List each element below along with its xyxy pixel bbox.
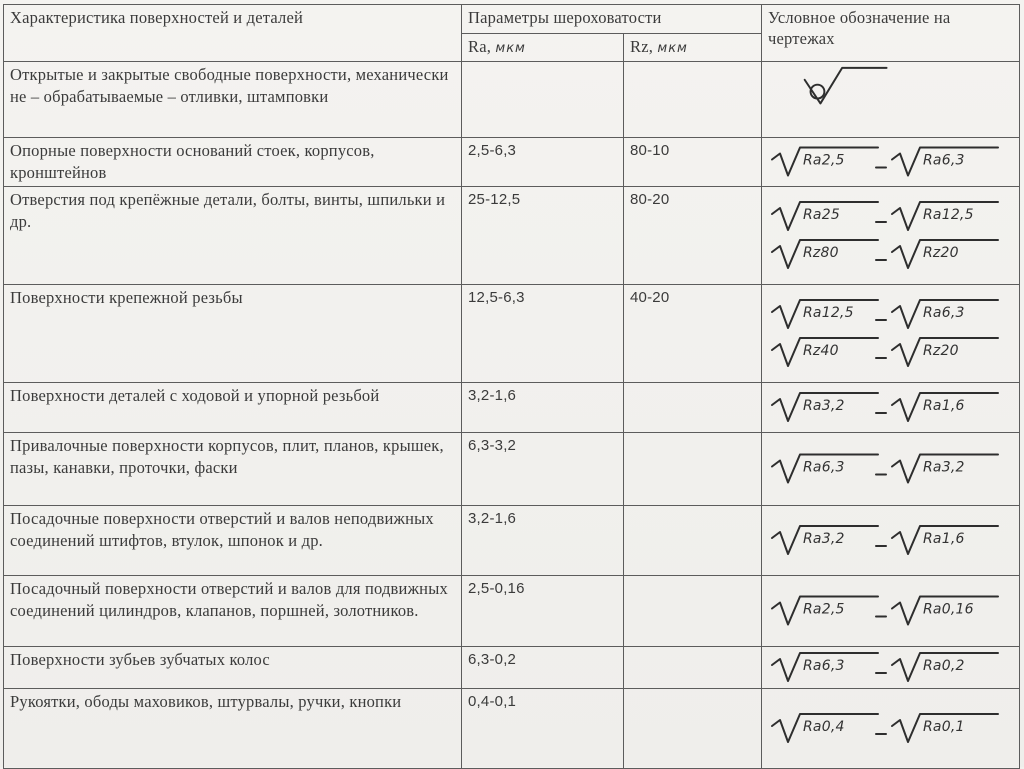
unmachined-surface-symbol-icon [762, 62, 1019, 137]
header-ra [462, 34, 624, 62]
roughness-symbols [762, 383, 1019, 432]
roughness-mark-icon [772, 653, 878, 681]
row-description: Поверхности зубьев зубчатых колос [4, 647, 462, 689]
roughness-value: Rz80 [803, 245, 839, 261]
row-symbol-cell [762, 383, 1020, 433]
row-ra: 6,3-3,2 [462, 433, 624, 506]
row-rz: 80-20 [624, 187, 762, 285]
roughness-value: Ra2,5 [803, 601, 845, 618]
roughness-symbols [762, 647, 1019, 688]
table-row [4, 62, 1020, 138]
roughness-value: Rz20 [923, 343, 959, 359]
table-row [4, 689, 1020, 769]
roughness-symbols [762, 506, 1019, 575]
row-description: Отверстия под крепёжные детали, болты, винты, шпильки и др. [4, 187, 462, 285]
roughness-mark-icon [892, 240, 998, 268]
row-symbol-cell [762, 62, 1020, 138]
roughness-value: Ra6,3 [923, 152, 965, 169]
roughness-mark-icon [892, 338, 998, 366]
roughness-mark-icon [892, 148, 998, 176]
roughness-mark-icon [892, 653, 998, 681]
header-characteristic: Характеристика поверхностей и деталей [4, 5, 462, 62]
row-ra: 3,2-1,6 [462, 506, 624, 576]
row-description: Посадочные поверхности отверстий и валов неподвижных соединений штифтов, втулок, шпонок и др. [4, 506, 462, 576]
roughness-value: Ra0,16 [923, 601, 974, 618]
row-rz: 80-10 [624, 138, 762, 187]
roughness-symbols [762, 285, 1019, 382]
roughness-mark-icon [772, 597, 878, 625]
roughness-value: Ra1,6 [923, 398, 965, 414]
header-ra-unit: мкм [495, 41, 526, 56]
row-symbol-cell [762, 138, 1020, 187]
roughness-mark-icon [772, 393, 878, 421]
table-row [4, 647, 1020, 689]
roughness-value: Rz40 [803, 343, 839, 359]
roughness-mark-icon [892, 300, 998, 328]
roughness-symbols [762, 187, 1019, 284]
roughness-value: Ra6,3 [803, 459, 845, 476]
row-rz [624, 506, 762, 576]
roughness-symbols [762, 433, 1019, 505]
roughness-value: Ra0,2 [923, 658, 965, 674]
header-rz-label: Rz, [630, 37, 654, 56]
row-description: Опорные поверхности оснований стоек, корпусов, кронштейнов [4, 138, 462, 187]
header-symbol: Условное обозначение на чертежах [762, 5, 1020, 62]
table-row [4, 506, 1020, 576]
roughness-mark-icon [772, 714, 878, 742]
row-rz [624, 576, 762, 647]
row-ra [462, 62, 624, 138]
roughness-value: Ra3,2 [803, 398, 845, 414]
row-symbol-cell [762, 187, 1020, 285]
roughness-mark-icon [772, 300, 878, 328]
roughness-value: Ra12,5 [923, 207, 974, 223]
roughness-symbols [762, 689, 1019, 768]
roughness-value: Ra1,6 [923, 531, 965, 547]
row-description: Поверхности крепежной резьбы [4, 285, 462, 383]
roughness-mark-icon [772, 455, 878, 483]
row-ra: 25-12,5 [462, 187, 624, 285]
row-rz [624, 689, 762, 769]
header-ra-label: Ra, [468, 37, 492, 56]
row-symbol-cell [762, 647, 1020, 689]
row-ra: 2,5-6,3 [462, 138, 624, 187]
row-ra: 12,5-6,3 [462, 285, 624, 383]
roughness-mark-icon [772, 526, 878, 554]
roughness-mark-icon [892, 393, 998, 421]
row-description: Рукоятки, ободы маховиков, штурвалы, ручки, кнопки [4, 689, 462, 769]
roughness-mark-icon [892, 597, 998, 625]
row-ra: 2,5-0,16 [462, 576, 624, 647]
roughness-value: Ra0,1 [923, 719, 965, 735]
table-row [4, 576, 1020, 647]
roughness-mark-icon [772, 338, 878, 366]
table-row [4, 285, 1020, 383]
roughness-mark-icon [772, 202, 878, 230]
header-row [4, 5, 1020, 34]
row-symbol-cell [762, 576, 1020, 647]
row-rz: 40-20 [624, 285, 762, 383]
roughness-value: Ra0,4 [803, 719, 845, 735]
roughness-table [3, 4, 1020, 769]
row-symbol-cell [762, 285, 1020, 383]
row-symbol-cell [762, 506, 1020, 576]
row-symbol-cell [762, 433, 1020, 506]
roughness-value: Ra3,2 [803, 531, 845, 547]
row-description: Открытые и закрытые свободные поверхности, механически не – обрабатываемые – отливки, штамповки [4, 62, 462, 138]
table-row [4, 138, 1020, 187]
row-ra: 0,4-0,1 [462, 689, 624, 769]
roughness-symbols [762, 138, 1019, 186]
roughness-symbols [762, 576, 1019, 646]
row-description: Привалочные поверхности корпусов, плит, планов, крышек, пазы, канавки, проточки, фаски [4, 433, 462, 506]
roughness-value: Ra2,5 [803, 152, 845, 169]
roughness-value: Ra6,3 [803, 658, 845, 674]
table-row [4, 187, 1020, 285]
table-row [4, 433, 1020, 506]
roughness-value: Rz20 [923, 245, 959, 261]
roughness-value: Ra3,2 [923, 459, 965, 476]
roughness-mark-icon [772, 148, 878, 176]
header-rz [624, 34, 762, 62]
roughness-value: Ra25 [803, 207, 840, 223]
header-rz-unit: мкм [657, 41, 688, 56]
row-rz [624, 383, 762, 433]
row-description: Поверхности деталей с ходовой и упорной резьбой [4, 383, 462, 433]
roughness-value: Ra6,3 [923, 305, 965, 321]
roughness-mark-icon [892, 526, 998, 554]
row-ra: 3,2-1,6 [462, 383, 624, 433]
row-rz [624, 433, 762, 506]
roughness-mark-icon [892, 714, 998, 742]
roughness-mark-icon [772, 240, 878, 268]
roughness-mark-icon [892, 202, 998, 230]
roughness-value: Ra12,5 [803, 305, 854, 321]
row-symbol-cell [762, 689, 1020, 769]
row-ra: 6,3-0,2 [462, 647, 624, 689]
row-description: Посадочный поверхности отверстий и валов для подвижных соединений цилиндров, клапанов, поршней, золотников. [4, 576, 462, 647]
header-params: Параметры шероховатости [462, 5, 762, 34]
row-rz [624, 647, 762, 689]
row-rz [624, 62, 762, 138]
roughness-mark-icon [892, 455, 998, 483]
table-row [4, 383, 1020, 433]
